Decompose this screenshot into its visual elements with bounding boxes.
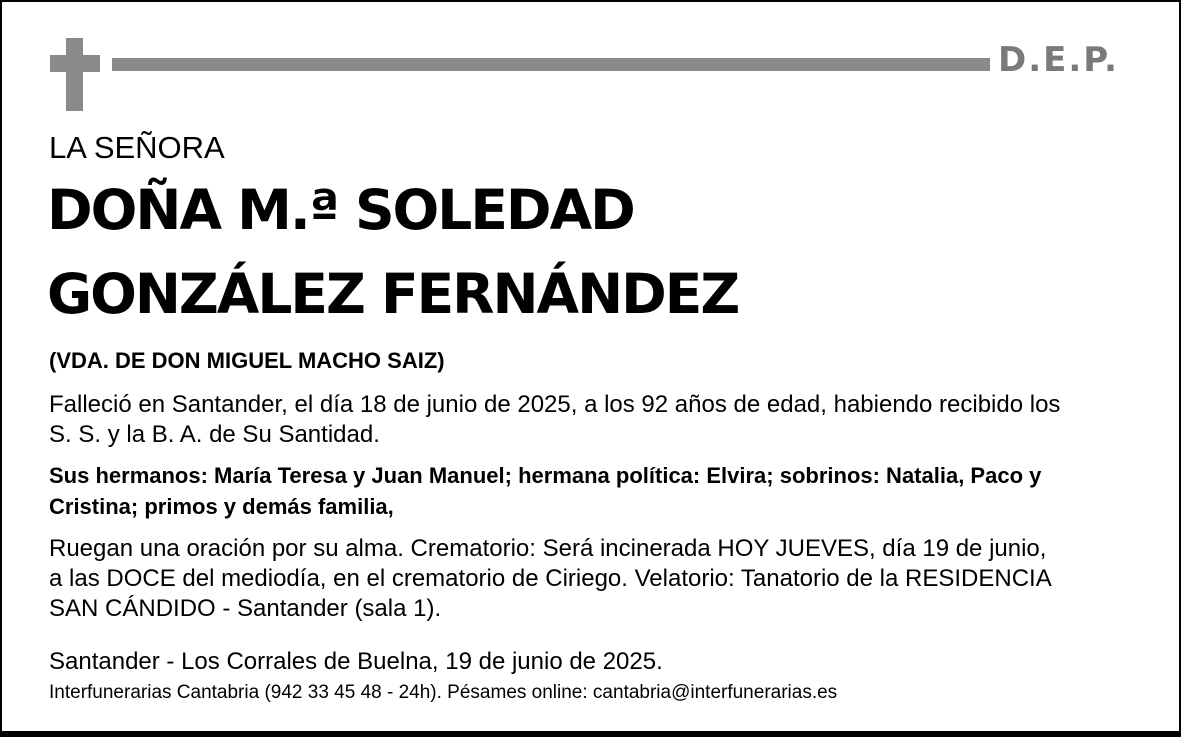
title-prefix: LA SEÑORA [49, 130, 225, 165]
place-date: Santander - Los Corrales de Buelna, 19 de junio de 2025. [49, 648, 663, 675]
cross-icon [50, 38, 100, 111]
death-line: Falleció en Santander, el día 18 de junio de 2025, a los 92 años de edad, habiendo recibido los [49, 391, 1061, 418]
family-line: Cristina; primos y demás familia, [49, 494, 394, 519]
header-rule [112, 58, 990, 71]
contact-line: Interfunerarias Cantabria (942 33 45 48 - 24h). Pésames online: cantabria@interfunerarias.es [49, 682, 838, 703]
dep-label: D.E.P. [998, 40, 1119, 80]
deceased-name-line1: DOÑA M.ª SOLEDAD [47, 178, 634, 242]
prayer-line: a las DOCE del mediodía, en el crematorio de Ciriego. Velatorio: Tanatorio de la RESIDENCIA [49, 565, 1052, 592]
death-paragraph [49, 390, 1060, 450]
deceased-name-line2: GONZÁLEZ FERNÁNDEZ [47, 262, 739, 326]
prayer-paragraph [49, 534, 1052, 624]
family-line: Sus hermanos: María Teresa y Juan Manuel; hermana política: Elvira; sobrinos: Natalia, Paco y [49, 463, 1042, 488]
family-paragraph [49, 460, 1041, 522]
prayer-line: SAN CÁNDIDO - Santander (sala 1). [49, 595, 442, 622]
prayer-line: Ruegan una oración por su alma. Crematorio: Será incinerada HOY JUEVES, día 19 de junio, [49, 535, 1047, 562]
widow-of: (VDA. DE DON MIGUEL MACHO SAIZ) [49, 348, 445, 373]
death-line: S. S. y la B. A. de Su Santidad. [49, 421, 380, 448]
